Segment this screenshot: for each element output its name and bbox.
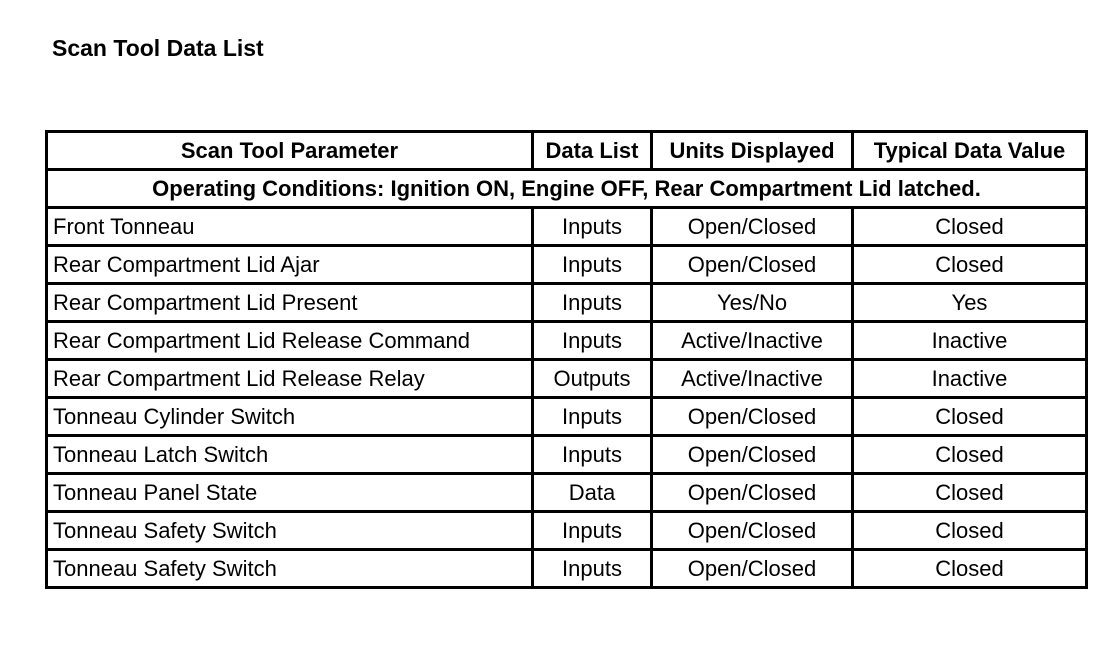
typical-value-cell: Closed bbox=[853, 208, 1087, 246]
units-cell: Active/Inactive bbox=[652, 360, 853, 398]
parameter-cell: Tonneau Cylinder Switch bbox=[47, 398, 533, 436]
units-cell: Open/Closed bbox=[652, 550, 853, 588]
typical-value-cell: Closed bbox=[853, 246, 1087, 284]
table-row bbox=[47, 550, 1087, 588]
parameter-cell: Rear Compartment Lid Release Relay bbox=[47, 360, 533, 398]
units-cell: Open/Closed bbox=[652, 208, 853, 246]
data-list-cell: Outputs bbox=[533, 360, 652, 398]
table-row bbox=[47, 208, 1087, 246]
typical-value-cell: Closed bbox=[853, 474, 1087, 512]
table-row bbox=[47, 284, 1087, 322]
operating-conditions: Operating Conditions: Ignition ON, Engine OFF, Rear Compartment Lid latched. bbox=[47, 170, 1087, 208]
scan-tool-data-table bbox=[45, 130, 1088, 589]
units-cell: Open/Closed bbox=[652, 436, 853, 474]
typical-value-cell: Inactive bbox=[853, 322, 1087, 360]
data-list-cell: Inputs bbox=[533, 208, 652, 246]
header-typical-data-value: Typical Data Value bbox=[853, 132, 1087, 170]
parameter-cell: Rear Compartment Lid Present bbox=[47, 284, 533, 322]
data-list-cell: Inputs bbox=[533, 398, 652, 436]
table-row bbox=[47, 322, 1087, 360]
parameter-cell: Tonneau Safety Switch bbox=[47, 550, 533, 588]
typical-value-cell: Closed bbox=[853, 512, 1087, 550]
typical-value-cell: Inactive bbox=[853, 360, 1087, 398]
table-row bbox=[47, 398, 1087, 436]
data-list-cell: Inputs bbox=[533, 550, 652, 588]
parameter-cell: Rear Compartment Lid Ajar bbox=[47, 246, 533, 284]
data-list-cell: Inputs bbox=[533, 322, 652, 360]
data-list-cell: Data bbox=[533, 474, 652, 512]
units-cell: Yes/No bbox=[652, 284, 853, 322]
document-title: Scan Tool Data List bbox=[52, 35, 264, 61]
data-list-cell: Inputs bbox=[533, 512, 652, 550]
header-data-list: Data List bbox=[533, 132, 652, 170]
parameter-cell: Rear Compartment Lid Release Command bbox=[47, 322, 533, 360]
typical-value-cell: Closed bbox=[853, 436, 1087, 474]
units-cell: Open/Closed bbox=[652, 398, 853, 436]
typical-value-cell: Yes bbox=[853, 284, 1087, 322]
typical-value-cell: Closed bbox=[853, 398, 1087, 436]
parameter-cell: Tonneau Panel State bbox=[47, 474, 533, 512]
parameter-cell: Tonneau Safety Switch bbox=[47, 512, 533, 550]
table-row bbox=[47, 474, 1087, 512]
table-row bbox=[47, 246, 1087, 284]
units-cell: Open/Closed bbox=[652, 474, 853, 512]
data-list-cell: Inputs bbox=[533, 246, 652, 284]
data-list-cell: Inputs bbox=[533, 436, 652, 474]
parameter-cell: Tonneau Latch Switch bbox=[47, 436, 533, 474]
typical-value-cell: Closed bbox=[853, 550, 1087, 588]
operating-conditions-row bbox=[47, 170, 1087, 208]
units-cell: Open/Closed bbox=[652, 246, 853, 284]
table-row bbox=[47, 512, 1087, 550]
data-list-cell: Inputs bbox=[533, 284, 652, 322]
header-units-displayed: Units Displayed bbox=[652, 132, 853, 170]
table-row bbox=[47, 360, 1087, 398]
units-cell: Active/Inactive bbox=[652, 322, 853, 360]
units-cell: Open/Closed bbox=[652, 512, 853, 550]
table-row bbox=[47, 436, 1087, 474]
table-header-row bbox=[47, 132, 1087, 170]
header-scan-tool-parameter: Scan Tool Parameter bbox=[47, 132, 533, 170]
parameter-cell: Front Tonneau bbox=[47, 208, 533, 246]
